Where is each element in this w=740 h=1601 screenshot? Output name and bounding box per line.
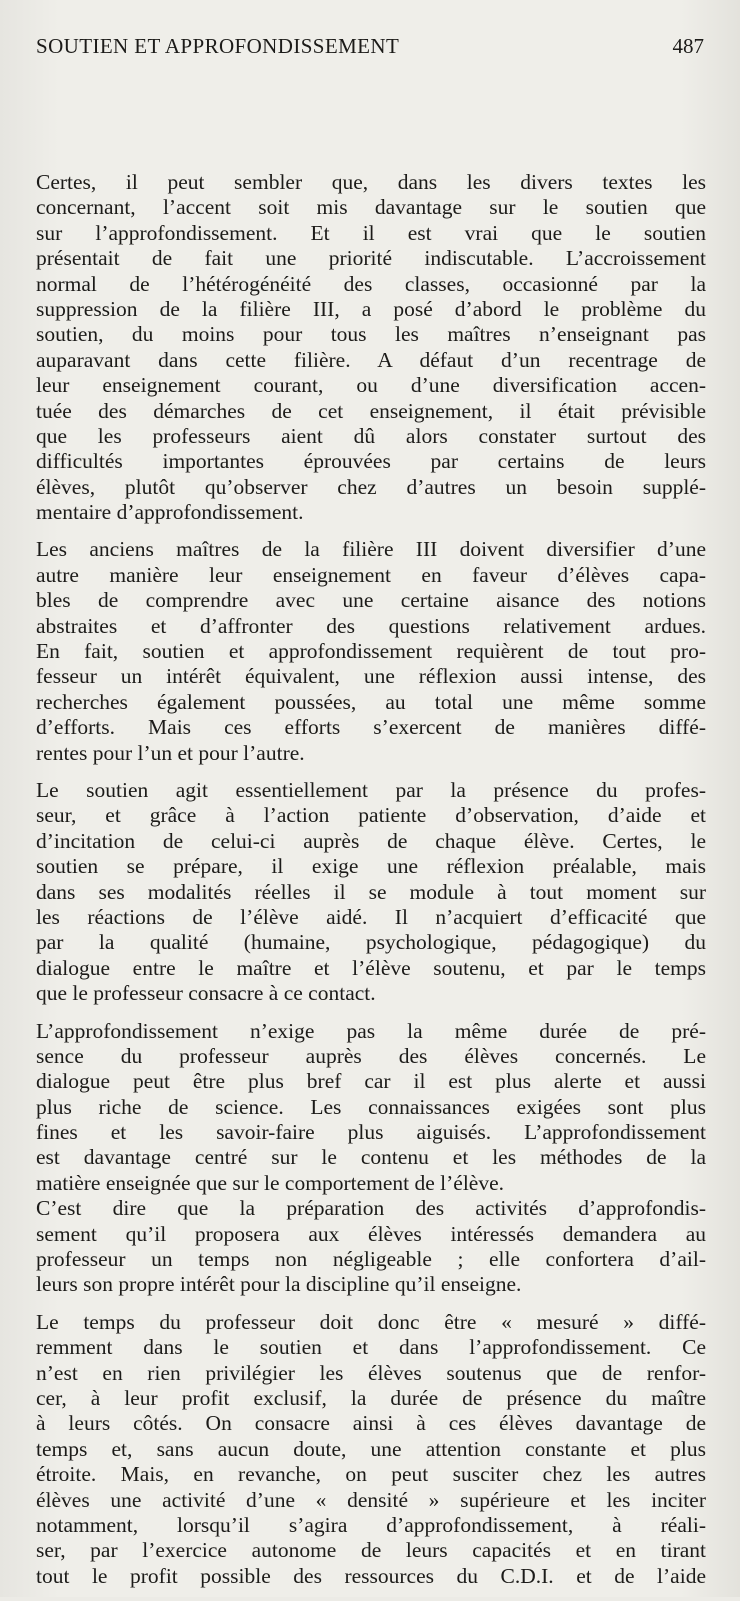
text-line: sur l’approfondissement. Et il est vrai que le soutien xyxy=(36,220,706,245)
text-line: concernant, l’accent soit mis davantage sur le soutien que xyxy=(36,195,706,220)
text-line: abstraites et d’affronter des questions relativement ardues. xyxy=(36,613,706,638)
text-line: recherches également poussées, au total une même somme xyxy=(36,689,706,714)
text-line: seur, et grâce à l’action patiente d’observation, d’aide et xyxy=(36,803,706,828)
text-line: leur enseignement courant, ou d’une diversification accen- xyxy=(36,373,706,398)
text-line: C’est dire que la préparation des activités d’approfondis- xyxy=(36,1196,706,1221)
text-line: rentes pour l’un et pour l’autre. xyxy=(36,740,305,765)
text-line: d’efforts. Mais ces efforts s’exercent de manières diffé- xyxy=(36,715,706,740)
running-title: SOUTIEN ET APPROFONDISSEMENT xyxy=(36,34,400,58)
text-line: plus riche de science. Les connaissances exigées sont plus xyxy=(36,1094,706,1119)
text-line: les réactions de l’élève aidé. Il n’acquiert d’efficacité que xyxy=(36,904,706,929)
text-line: temps et, sans aucun doute, une attention constante et plus xyxy=(36,1436,706,1461)
text-line: mentaire d’approfondissement. xyxy=(36,500,304,525)
text-line: remment dans le soutien et dans l’approfondissement. Ce xyxy=(36,1335,706,1360)
text-line: ser, par l’exercice autonome de leurs capacités et en tirant xyxy=(36,1538,706,1563)
text-line: sence du professeur auprès des élèves concernés. Le xyxy=(36,1043,706,1068)
paragraph-6 xyxy=(36,1310,706,1589)
text-line: fesseur un intérêt équivalent, une réflexion aussi intense, des xyxy=(36,664,706,689)
text-line: En fait, soutien et approfondissement requièrent de tout pro- xyxy=(36,639,706,664)
text-line: par la qualité (humaine, psychologique, pédagogique) du xyxy=(36,930,706,955)
text-line: élèves, plutôt qu’observer chez d’autres un besoin supplé- xyxy=(36,474,706,499)
paragraph-3 xyxy=(36,778,706,1007)
text-line: L’approfondissement n’exige pas la même durée de pré- xyxy=(36,1018,706,1043)
text-line: matière enseignée que sur le comportement de l’élève. xyxy=(36,1170,505,1195)
text-line: bles de comprendre avec une certaine aisance des notions xyxy=(36,588,706,613)
text-line: leurs son propre intérêt pour la discipline qu’il enseigne. xyxy=(36,1272,522,1297)
text-line: présentait de fait une priorité indiscutable. L’accroissement xyxy=(36,246,706,271)
text-line: auparavant dans cette filière. A défaut d’un recentrage de xyxy=(36,347,706,372)
body-text xyxy=(36,170,706,1601)
text-line: Le temps du professeur doit donc être « mesuré » diffé- xyxy=(36,1309,706,1334)
text-line: à leurs côtés. On consacre ainsi à ces élèves davantage de xyxy=(36,1411,706,1436)
text-line: soutien, du moins pour tous les maîtres n’enseignant pas xyxy=(36,322,706,347)
text-line: dialogue entre le maître et l’élève soutenu, et par le temps xyxy=(36,955,706,980)
text-line: difficultés importantes éprouvées par certains de leurs xyxy=(36,449,706,474)
text-line: sement qu’il proposera aux élèves intéressés demandera au xyxy=(36,1221,706,1246)
text-line: étroite. Mais, en revanche, on peut susciter chez les autres xyxy=(36,1462,706,1487)
text-line: est davantage centré sur le contenu et les méthodes de la xyxy=(36,1145,706,1170)
running-header xyxy=(36,34,704,64)
text-line: n’est en rien privilégier les élèves soutenus que de renfor- xyxy=(36,1360,706,1385)
text-line: Les anciens maîtres de la filière III doivent diversifier d’une xyxy=(36,537,706,562)
text-line: notamment, lorsqu’il s’agira d’approfondissement, à réali- xyxy=(36,1512,706,1537)
text-line: cer, à leur profit exclusif, la durée de présence du maître xyxy=(36,1385,706,1410)
text-line: normal de l’hétérogénéité des classes, occasionné par la xyxy=(36,271,706,296)
text-line: fines et les savoir-faire plus aiguisés. L’approfondissement xyxy=(36,1120,706,1145)
text-line: dans ses modalités réelles il se module à tout moment sur xyxy=(36,879,706,904)
text-line: tout le profit possible des ressources du C.D.I. et de l’aide xyxy=(36,1563,706,1588)
text-line: Certes, il peut sembler que, dans les divers textes les xyxy=(36,170,706,194)
page-number: 487 xyxy=(672,34,704,58)
text-line: professeur un temps non négligeable ; elle confortera d’ail- xyxy=(36,1247,706,1272)
text-line: tuée des démarches de cet enseignement, il était prévisible xyxy=(36,398,706,423)
text-line: élèves une activité d’une « densité » supérieure et les inciter xyxy=(36,1487,706,1512)
paragraph-1 xyxy=(36,170,706,525)
text-line: que le professeur consacre à ce contact. xyxy=(36,981,376,1006)
text-line: d’incitation de celui-ci auprès de chaque élève. Certes, le xyxy=(36,828,706,853)
text-line: dialogue peut être plus bref car il est plus alerte et aussi xyxy=(36,1069,706,1094)
text-line: suppression de la filière III, a posé d’abord le problème du xyxy=(36,296,706,321)
text-line: Le soutien agit essentiellement par la présence du profes- xyxy=(36,777,706,802)
text-line: que les professeurs aient dû alors constater surtout des xyxy=(36,423,706,448)
paragraph-5 xyxy=(36,1196,706,1298)
text-line: soutien se prépare, il exige une réflexion préalable, mais xyxy=(36,854,706,879)
text-line: autre manière leur enseignement en faveur d’élèves capa- xyxy=(36,562,706,587)
paragraph-2 xyxy=(36,537,706,766)
paragraph-4 xyxy=(36,1019,706,1197)
